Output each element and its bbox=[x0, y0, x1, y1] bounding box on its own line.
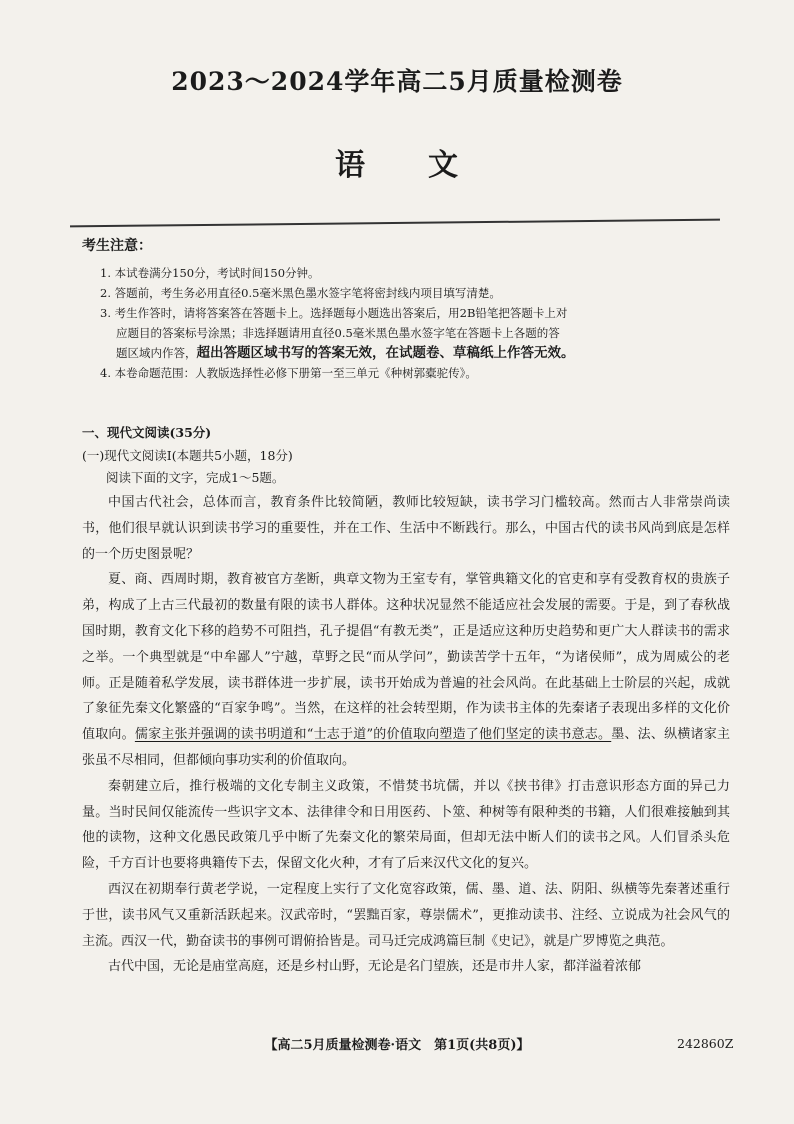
notice-item-3-bold-warning: 超出答题区域书写的答案无效，在试题卷、草稿纸上作答无效。 bbox=[196, 345, 575, 361]
subject-title: 语 文 bbox=[335, 148, 459, 183]
passage-paragraph-2-part-b: 墨、法、纵横诸家主张虽不尽相同，但都倾向事功实利的价值取向。 bbox=[82, 727, 730, 768]
notice-heading: 考生注意： bbox=[82, 238, 152, 254]
underlined-sentence: 儒家主张并强调的读书明道和“士志于道”的价值取向塑造了他们坚定的读书意志。 bbox=[134, 727, 612, 743]
paper-code: 242860Z bbox=[677, 1036, 734, 1051]
notice-list bbox=[100, 263, 740, 383]
passage-paragraph-2-part-a: 夏、商、西周时期，教育被官方垄断，典章文物为王室专有，掌管典籍文化的官吏和享有受教育权的贵族子弟，构成了上古三代最初的数量有限的读书人群体。这种状况显然不能适应社会发展的需要。于是，到了春秋战国时期，教育文化下移的趋势不可阻挡，孔子提倡“有教无类”，正是适应这种历史趋势和更广大人群读书的需求之举。一个典型就是“中牟鄙人”宁越，草野之民“而从学问”，勤读苦学十五年，“为诸侯师”，成为周威公的老师。正是随着私学发展，读书群体进一步扩展，读书开始成为普遍的社会风尚。在此基础上士阶层的兴起，成就了象征先秦文化繁盛的“百家争鸣”。当然，在这样的社会转型期，作为读书主体的先秦诸子表现出多样的文化价值取向。 bbox=[82, 572, 730, 743]
reading-passage bbox=[82, 490, 730, 980]
notice-item-4: 4. 本卷命题范围：人教版选择性必修下册第一至三单元《种树郭橐驼传》。 bbox=[100, 366, 477, 380]
passage-paragraph-2 bbox=[82, 567, 730, 773]
notice-item-1: 1. 本试卷满分150分，考试时间150分钟。 bbox=[100, 266, 320, 280]
section-title: 一、现代文阅读(35分) bbox=[82, 425, 212, 440]
notice-item-2: 2. 答题前，考生务必用直径0.5毫米黑色墨水签字笔将密封线内项目填写清楚。 bbox=[100, 286, 501, 300]
notice-item-3-prefix: 题区域内作答， bbox=[116, 346, 197, 360]
passage-paragraph-4: 西汉在初期奉行黄老学说，一定程度上实行了文化宽容政策，儒、墨、道、法、阴阳、纵横等先秦著述重行于世，读书风气又重新活跃起来。汉武帝时，“罢黜百家，尊崇儒术”，更推动读书、注经、立说成为社会风气的主流。西汉一代，勤奋读书的事例可谓俯拾皆是。司马迁完成鸿篇巨制《史记》，就是广罗博览之典范。 bbox=[82, 881, 730, 949]
exam-title: 2023～2024学年高二5月质量检测卷 bbox=[171, 67, 623, 96]
passage-paragraph-1: 中国古代社会，总体而言，教育条件比较简陋，教师比较短缺，读书学习门槛较高。然而古人非常崇尚读书，他们很早就认识到读书学习的重要性，并在工作、生活中不断践行。那么，中国古代的读书风尚到底是怎样的一个历史图景呢？ bbox=[82, 495, 730, 562]
notice-item-3-line-1: 3. 考生作答时，请将答案答在答题卡上。选择题每小题选出答案后，用2B铅笔把答题卡上对 bbox=[100, 306, 568, 320]
passage-paragraph-5: 古代中国，无论是庙堂高庭，还是乡村山野，无论是名门望族，还是市井人家，都洋溢着浓郁 bbox=[108, 959, 642, 975]
notice-item-3-line-3 bbox=[100, 343, 740, 363]
page-footer: 【高二5月质量检测卷·语文 第1页(共8页)】 bbox=[264, 1038, 530, 1053]
notice-item-3-line-2: 应题目的答案标号涂黑；非选择题请用直径0.5毫米黑色墨水签字笔在答题卡上各题的答 bbox=[116, 326, 560, 340]
subsection-title: (一)现代文阅读Ⅰ(本题共5小题，18分) bbox=[82, 448, 293, 463]
passage-paragraph-3: 秦朝建立后，推行极端的文化专制主义政策，不惜焚书坑儒，并以《挟书律》打击意识形态方面的异己力量。当时民间仅能流传一些识字文本、法律律令和日用医药、卜筮、种树等有限种类的书籍，人们很难接触到其他的读物，这种文化愚民政策几乎中断了先秦文化的繁荣局面，但却无法中断人们的读书之风。人们冒杀头危险，千方百计也要将典籍传下去，保留文化火种，才有了后来汉代文化的复兴。 bbox=[82, 778, 730, 872]
header-divider bbox=[70, 219, 720, 228]
reading-instruction: 阅读下面的文字，完成1～5题。 bbox=[106, 470, 285, 485]
